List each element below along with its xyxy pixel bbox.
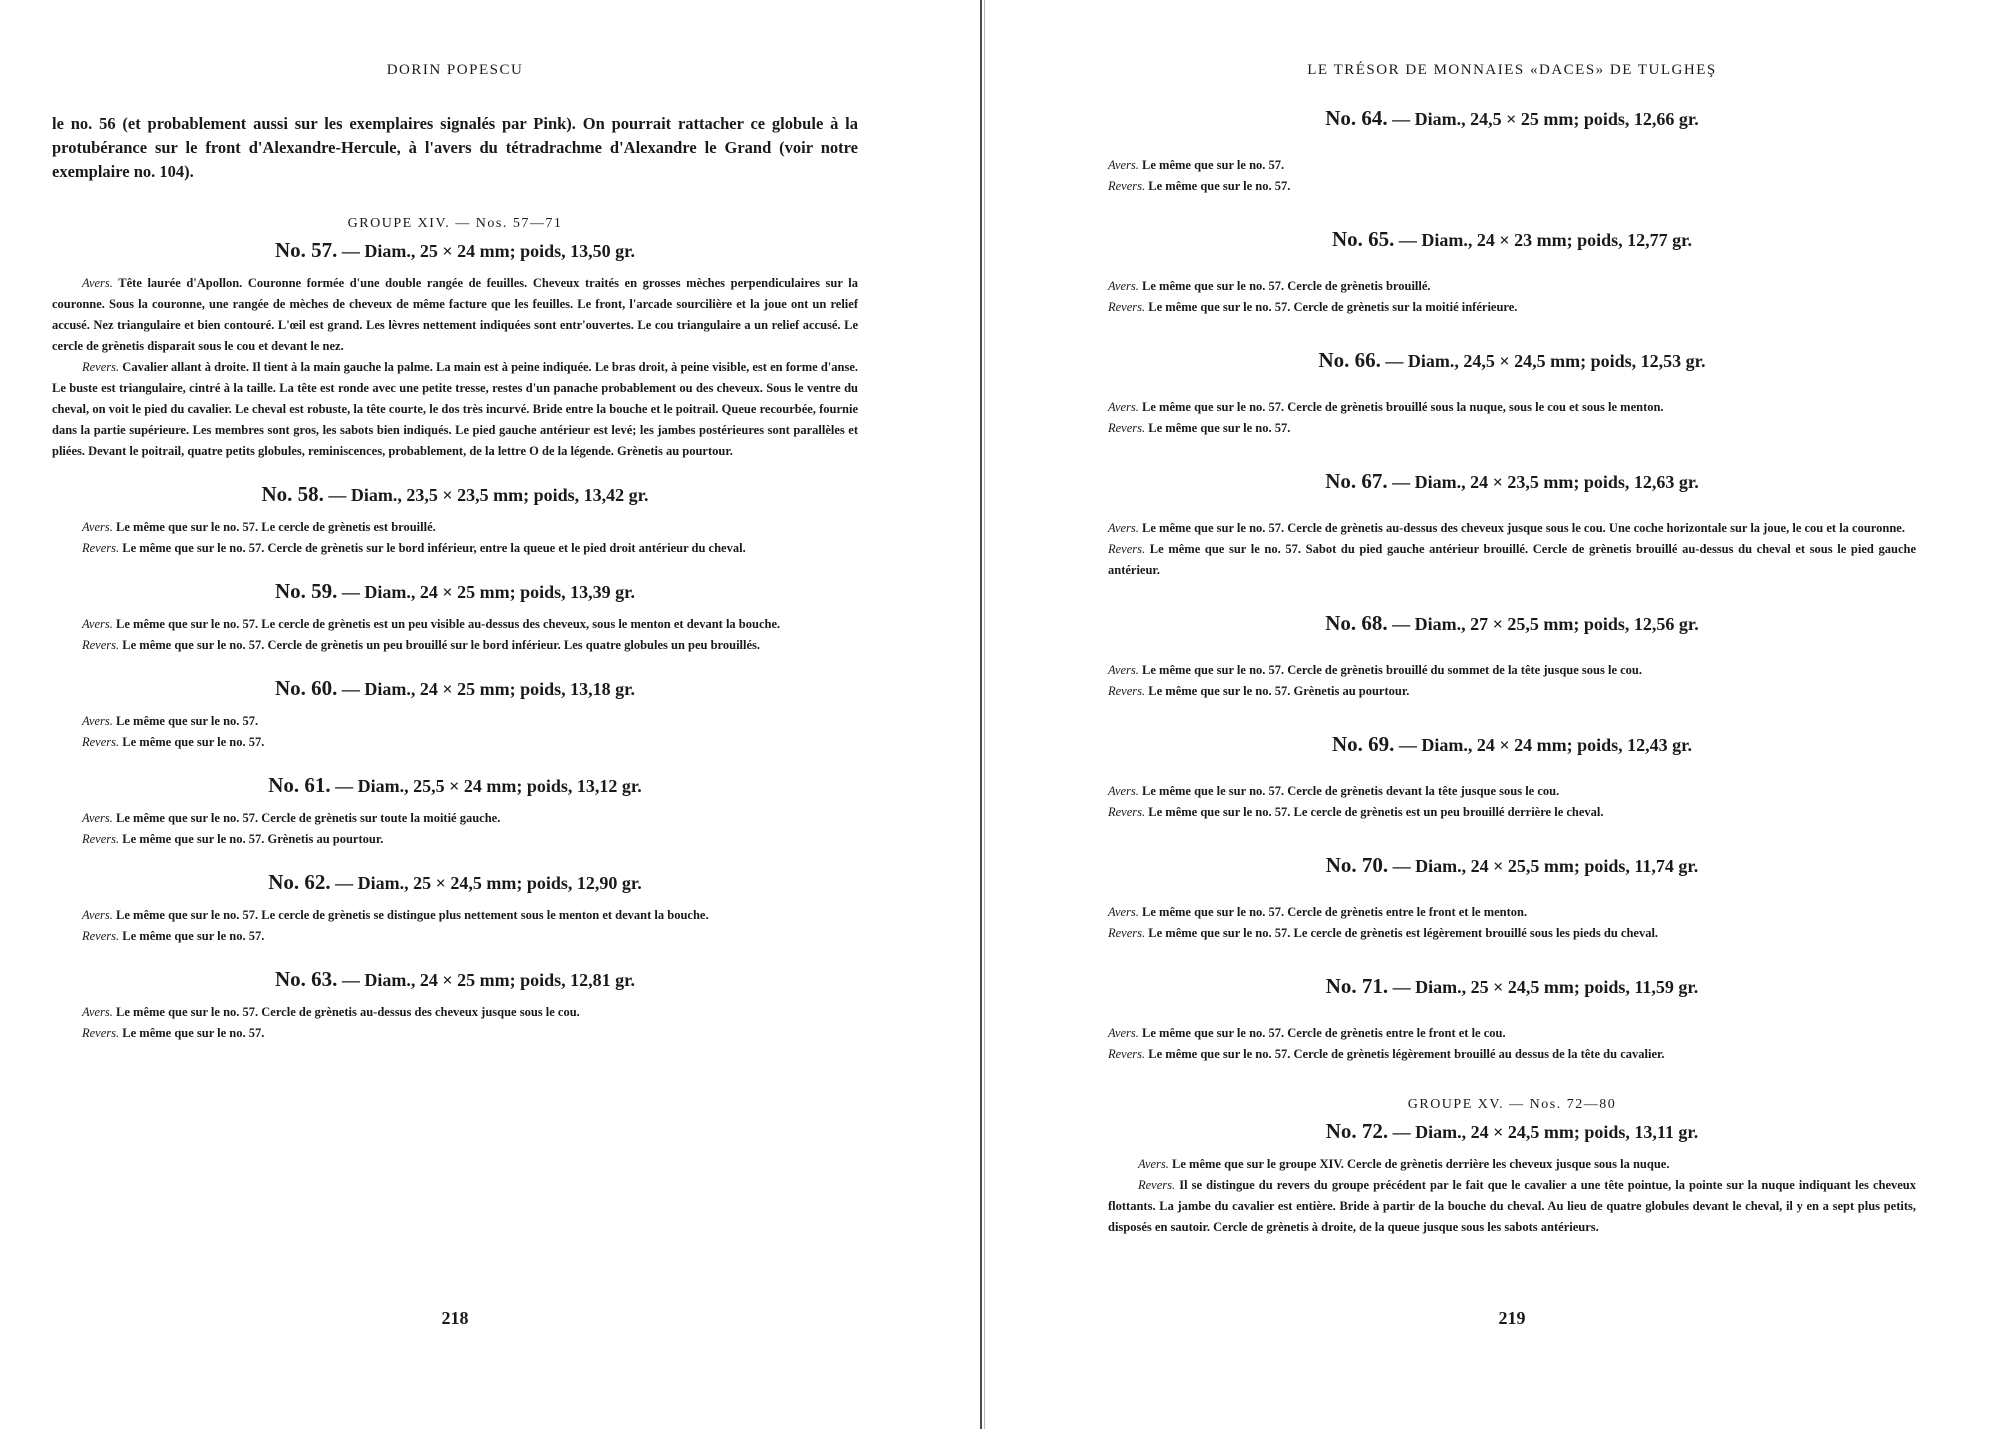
right-page	[1108, 0, 1916, 1429]
avers-text: Le même que sur le groupe XIV. Cercle de grènetis derrière les cheveux jusque sous la nuque.	[1172, 1157, 1670, 1171]
avers-label: Avers.	[1138, 1157, 1169, 1171]
entry-number: No. 66.	[1318, 348, 1381, 372]
entry-number: No. 65.	[1331, 227, 1395, 251]
coin-entry-65	[1108, 227, 1916, 318]
entry-measurements: — Diam., 24 × 25,5 mm; poids, 11,74 gr.	[1392, 856, 1699, 876]
entry-number: No. 62.	[268, 870, 331, 894]
entry-number: No. 60.	[274, 676, 338, 700]
avers-label: Avers.	[82, 520, 113, 534]
entry-number: No. 57.	[274, 238, 338, 262]
revers-text: Le même que sur le no. 57.	[122, 1026, 265, 1040]
revers-label: Revers.	[1108, 300, 1146, 314]
revers-label: Revers.	[1138, 1178, 1176, 1192]
coin-entry-62	[52, 870, 858, 947]
avers-label: Avers.	[1108, 784, 1139, 798]
revers-text: Il se distingue du revers du groupe précédent par le fait que le cavalier a une tête pointue, la pointe sur la nuque indiquant les cheveux flottants. La jambe du cavalier est entière. Bride à partir de la bouche du cheval. Au lieu de quatre globules devant le cheval, il y en a sept plus petits, disposés en sautoir. Cercle de grènetis à droite, de la queue jusque sous les sabots antérieurs.	[1108, 1178, 1916, 1234]
avers-label: Avers.	[82, 811, 113, 825]
entry-number: No. 69.	[1331, 732, 1395, 756]
avers-text: Le même que sur le no. 57. Cercle de grènetis entre le front et le menton.	[1142, 905, 1528, 919]
entry-number: No. 58.	[261, 482, 324, 506]
revers-text: Le même que sur le no. 57. Sabot du pied gauche antérieur brouillé. Cercle de grènetis brouillé au-dessus du cheval et sous le pied gauche antérieur.	[1108, 542, 1916, 577]
coin-entry-57	[52, 238, 858, 462]
entry-heading	[1108, 853, 1916, 878]
entry-number: No. 67.	[1325, 469, 1388, 493]
revers-label: Revers.	[82, 735, 120, 749]
revers-text: Le même que sur le no. 57.	[122, 735, 265, 749]
revers-description	[1108, 923, 1916, 944]
coin-entry-69	[1108, 732, 1916, 823]
coin-entry-72	[1108, 1119, 1916, 1238]
entry-heading	[52, 579, 858, 604]
entry-measurements: — Diam., 24 × 25 mm; poids, 13,18 gr.	[341, 679, 636, 699]
revers-text: Le même que sur le no. 57. Grènetis au pourtour.	[1148, 684, 1410, 698]
entry-number: No. 68.	[1325, 611, 1388, 635]
page-number-right: 219	[1498, 1308, 1526, 1328]
revers-text: Le même que sur le no. 57. Cercle de grènetis légèrement brouillé au dessus de la tête du cavalier.	[1148, 1047, 1665, 1061]
revers-text: Le même que sur le no. 57.	[1148, 421, 1291, 435]
avers-label: Avers.	[1108, 905, 1139, 919]
revers-description	[1108, 176, 1916, 197]
entry-number: No. 63.	[274, 967, 338, 991]
left-page	[52, 0, 858, 1429]
revers-description	[1108, 297, 1916, 318]
entry-measurements: — Diam., 24 × 25 mm; poids, 13,39 gr.	[341, 582, 636, 602]
entry-heading	[1108, 974, 1916, 999]
group-title-xiv: GROUPE XIV. — Nos. 57—71	[347, 216, 563, 231]
right-page-content	[1108, 106, 1916, 1238]
entry-measurements: — Diam., 24,5 × 25 mm; poids, 12,66 gr.	[1392, 109, 1699, 129]
entry-heading	[52, 870, 858, 895]
avers-description	[1108, 1023, 1916, 1044]
avers-text: Le même que sur le no. 57. Cercle de grènetis brouillé sous la nuque, sous le cou et sous le menton.	[1142, 400, 1664, 414]
avers-description	[1108, 660, 1916, 681]
revers-text: Cavalier allant à droite. Il tient à la main gauche la palme. La main est à peine indiquée. Le bras droit, à peine visible, est en forme d'anse. Le buste est triangulaire, cintré à la taille. La tête est ronde avec une petite tresse, restes d'un panache probablement ou des cheveux. Sous le ventre du cheval, on voit le pied du cavalier. Le cheval est robuste, la tête courte, le dos très incurvé. Bride entre la bouche et le poitrail. Queue recourbée, fournie dans la partie supérieure. Les membres sont gros, les sabots bien indiqués. Le pied gauche antérieur est levé; les jambes postérieures sont parallèles et pliées. Devant le poitrail, quatre petits globules, reminiscences, probablement, de la lettre O de la légende. Grènetis au pourtour.	[52, 360, 858, 458]
revers-label: Revers.	[1108, 1047, 1146, 1061]
avers-description	[1108, 397, 1916, 418]
avers-text: Le même que sur le no. 57. Cercle de grènetis brouillé du sommet de la tête jusque sous le cou.	[1142, 663, 1642, 677]
revers-text: Le même que sur le no. 57. Cercle de grènetis sur la moitié inférieure.	[1148, 300, 1518, 314]
entry-measurements: — Diam., 25 × 24,5 mm; poids, 11,59 gr.	[1392, 977, 1699, 997]
avers-description	[1108, 1154, 1916, 1175]
coin-entry-61	[52, 773, 858, 850]
revers-label: Revers.	[1108, 684, 1146, 698]
entry-heading	[1108, 1119, 1916, 1144]
revers-text: Le même que sur le no. 57.	[1148, 179, 1291, 193]
revers-text: Le même que sur le no. 57.	[122, 929, 265, 943]
avers-text: Le même que sur le no. 57.	[1142, 158, 1285, 172]
revers-description	[1108, 681, 1916, 702]
left-page-content	[52, 112, 858, 1044]
entry-heading	[52, 967, 858, 992]
entry-number: No. 59.	[274, 579, 338, 603]
entry-number: No. 72.	[1325, 1119, 1389, 1143]
revers-description	[52, 926, 858, 947]
coin-entry-60	[52, 676, 858, 753]
avers-description	[52, 711, 858, 732]
avers-label: Avers.	[82, 617, 113, 631]
revers-label: Revers.	[1108, 926, 1146, 940]
page-number-left: 218	[441, 1308, 469, 1328]
revers-description	[1108, 802, 1916, 823]
revers-label: Revers.	[1108, 805, 1146, 819]
revers-description	[1108, 1044, 1916, 1065]
revers-label: Revers.	[82, 638, 120, 652]
revers-text: Le même que sur le no. 57. Cercle de grènetis un peu brouillé sur le bord inférieur. Les quatre globules un peu brouillés.	[122, 638, 761, 652]
avers-label: Avers.	[82, 1005, 113, 1019]
revers-description	[52, 357, 858, 462]
entry-number: No. 61.	[268, 773, 331, 797]
avers-text: Le même que sur le no. 57. Cercle de grènetis sur toute la moitié gauche.	[116, 811, 501, 825]
entry-measurements: — Diam., 27 × 25,5 mm; poids, 12,56 gr.	[1392, 614, 1699, 634]
revers-description	[1108, 539, 1916, 581]
avers-description	[52, 905, 858, 926]
running-head-right: LE TRÉSOR DE MONNAIES «DACES» DE TULGHEŞ	[1307, 62, 1717, 78]
avers-description	[1108, 155, 1916, 176]
avers-description	[52, 1002, 858, 1023]
avers-label: Avers.	[1108, 663, 1139, 677]
revers-label: Revers.	[82, 541, 120, 555]
revers-description	[52, 1023, 858, 1044]
revers-description	[52, 538, 858, 559]
entry-heading	[1108, 227, 1916, 252]
avers-text: Le même que sur le no. 57. Cercle de grènetis au-dessus des cheveux jusque sous le cou.	[116, 1005, 580, 1019]
entry-measurements: — Diam., 25 × 24 mm; poids, 13,50 gr.	[341, 241, 636, 261]
revers-text: Le même que sur le no. 57. Grènetis au pourtour.	[122, 832, 384, 846]
avers-text: Le même que sur le no. 57. Cercle de grènetis entre le front et le cou.	[1142, 1026, 1506, 1040]
avers-text: Le même que sur le no. 57. Le cercle de grènetis est brouillé.	[116, 520, 436, 534]
revers-text: Le même que sur le no. 57. Cercle de grènetis sur le bord inférieur, entre la queue et le pied droit antérieur du cheval.	[122, 541, 746, 555]
avers-label: Avers.	[1108, 521, 1139, 535]
revers-label: Revers.	[1108, 179, 1146, 193]
entry-heading	[1108, 106, 1916, 131]
coin-entry-64	[1108, 106, 1916, 197]
avers-label: Avers.	[82, 908, 113, 922]
avers-description	[1108, 518, 1916, 539]
coin-entry-70	[1108, 853, 1916, 944]
revers-label: Revers.	[82, 832, 120, 846]
avers-description	[52, 273, 858, 357]
entry-number: No. 71.	[1325, 974, 1389, 998]
revers-label: Revers.	[82, 360, 120, 374]
entry-measurements: — Diam., 24 × 24,5 mm; poids, 13,11 gr.	[1392, 1122, 1699, 1142]
entry-measurements: — Diam., 24,5 × 24,5 mm; poids, 12,53 gr.	[1385, 351, 1706, 371]
entry-heading	[1108, 611, 1916, 636]
entry-measurements: — Diam., 25 × 24,5 mm; poids, 12,90 gr.	[335, 873, 642, 893]
coin-entry-58	[52, 482, 858, 559]
entry-heading	[52, 676, 858, 701]
avers-text: Le même que le sur no. 57. Cercle de grènetis devant la tête jusque sous le cou.	[1142, 784, 1560, 798]
entry-heading	[52, 482, 858, 507]
avers-label: Avers.	[82, 276, 113, 290]
intro-paragraph: le no. 56 (et probablement aussi sur les exemplaires signalés par Pink). On pourrait rattacher ce globule à la protubérance sur le front d'Alexandre-Hercule, à l'avers du tétradrachme d'Alexandre le Grand (voir notre exemplaire no. 104).	[52, 114, 858, 181]
avers-text: Le même que sur le no. 57. Cercle de grènetis brouillé.	[1142, 279, 1431, 293]
avers-description	[1108, 276, 1916, 297]
gutter-shadow	[984, 0, 985, 1429]
avers-label: Avers.	[82, 714, 113, 728]
entry-measurements: — Diam., 25,5 × 24 mm; poids, 13,12 gr.	[335, 776, 642, 796]
entry-measurements: — Diam., 24 × 23 mm; poids, 12,77 gr.	[1398, 230, 1693, 250]
entry-measurements: — Diam., 24 × 23,5 mm; poids, 12,63 gr.	[1392, 472, 1699, 492]
revers-description	[52, 732, 858, 753]
coin-entry-71	[1108, 974, 1916, 1065]
revers-text: Le même que sur le no. 57. Le cercle de grènetis est légèrement brouillé sous les pieds du cheval.	[1148, 926, 1659, 940]
avers-description	[1108, 781, 1916, 802]
entry-measurements: — Diam., 23,5 × 23,5 mm; poids, 13,42 gr.	[328, 485, 649, 505]
avers-description	[52, 808, 858, 829]
avers-text: Le même que sur le no. 57. Le cercle de grènetis est un peu visible au-dessus des cheveux, sous le menton et devant la bouche.	[116, 617, 781, 631]
avers-text: Le même que sur le no. 57. Cercle de grènetis au-dessus des cheveux jusque sous le cou. Une coche horizontale sur la joue, le cou et la couronne.	[1142, 521, 1905, 535]
avers-description	[1108, 902, 1916, 923]
revers-label: Revers.	[82, 1026, 120, 1040]
coin-entry-66	[1108, 348, 1916, 439]
revers-description	[52, 635, 858, 656]
avers-label: Avers.	[1108, 279, 1139, 293]
avers-text: Le même que sur le no. 57.	[116, 714, 259, 728]
entry-heading	[1108, 732, 1916, 757]
avers-label: Avers.	[1108, 1026, 1139, 1040]
entry-measurements: — Diam., 24 × 25 mm; poids, 12,81 gr.	[341, 970, 636, 990]
gutter-line	[980, 0, 982, 1429]
avers-label: Avers.	[1108, 400, 1139, 414]
entry-number: No. 64.	[1325, 106, 1388, 130]
revers-description	[1108, 1175, 1916, 1238]
entry-heading	[52, 773, 858, 798]
avers-text: Le même que sur le no. 57. Le cercle de grènetis se distingue plus nettement sous le menton et devant la bouche.	[116, 908, 709, 922]
entry-heading	[52, 238, 858, 263]
revers-text: Le même que sur le no. 57. Le cercle de grènetis est un peu brouillé derrière le cheval.	[1148, 805, 1604, 819]
entry-heading	[1108, 348, 1916, 373]
revers-description	[52, 829, 858, 850]
avers-label: Avers.	[1108, 158, 1139, 172]
avers-description	[52, 517, 858, 538]
revers-description	[1108, 418, 1916, 439]
coin-entry-59	[52, 579, 858, 656]
revers-label: Revers.	[1108, 421, 1146, 435]
revers-label: Revers.	[1108, 542, 1146, 556]
avers-description	[52, 614, 858, 635]
entry-heading	[1108, 469, 1916, 494]
coin-entry-63	[52, 967, 858, 1044]
entry-number: No. 70.	[1325, 853, 1389, 877]
group-title-xv: GROUPE XV. — Nos. 72—80	[1407, 1097, 1617, 1112]
avers-text: Tête laurée d'Apollon. Couronne formée d'une double rangée de feuilles. Cheveux traités en grosses mèches perpendiculaires sur la couronne. Sous la couronne, une rangée de mèches de cheveux de même facture que les feuilles. Le front, l'arcade sourcilière et la joue ont un relief accusé. Nez triangulaire et bien contouré. L'œil est grand. Les lèvres nettement indiquées sont entr'ouvertes. Le cou triangulaire a un relief accusé. Le cercle de grènetis disparait sous le cou et devant le nez.	[52, 276, 858, 353]
revers-label: Revers.	[82, 929, 120, 943]
entry-measurements: — Diam., 24 × 24 mm; poids, 12,43 gr.	[1398, 735, 1693, 755]
coin-entry-67	[1108, 469, 1916, 581]
running-head-left: DORIN POPESCU	[386, 62, 524, 78]
coin-entry-68	[1108, 611, 1916, 702]
